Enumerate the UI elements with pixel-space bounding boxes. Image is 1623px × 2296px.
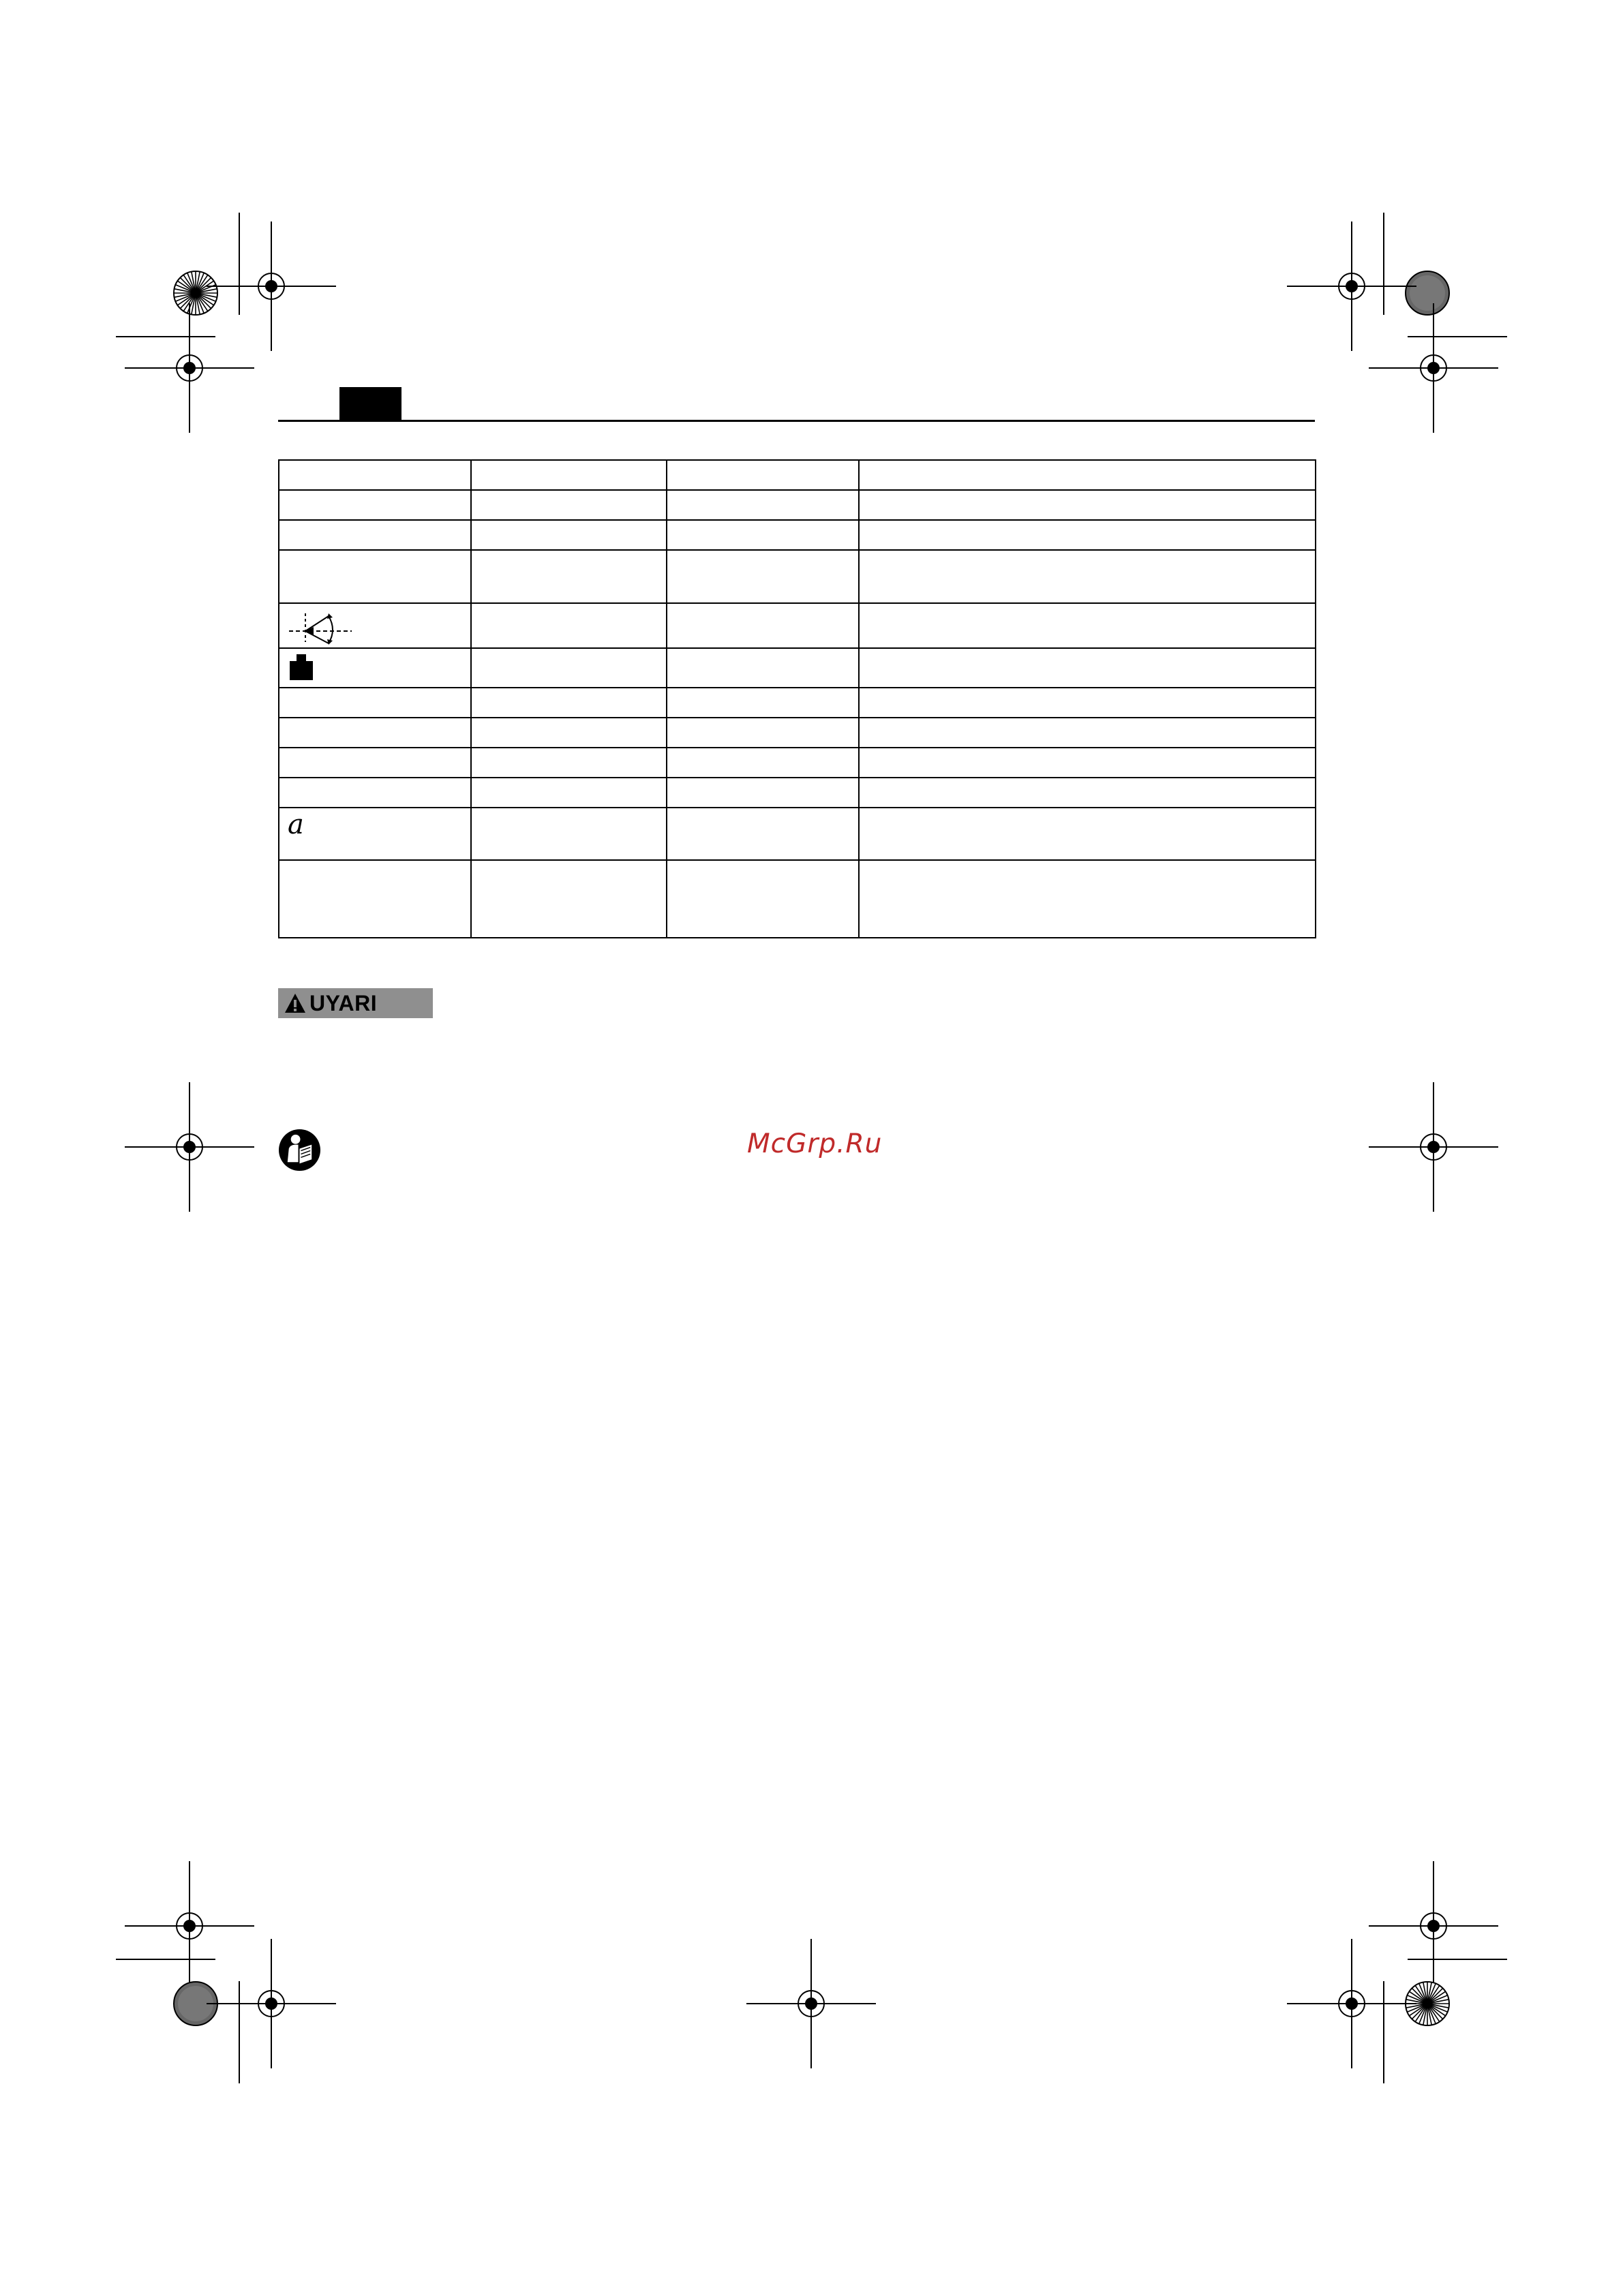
table-cell [279,648,471,688]
table-cell [859,748,1316,778]
table-row [279,860,1316,938]
technical-data-table [278,459,1316,938]
table-cell [667,688,859,718]
table-cell [859,520,1316,550]
vibration-symbol: a [288,809,304,840]
table-cell [859,550,1316,603]
table-cell [667,748,859,778]
header-rule [278,420,1315,422]
table-cell [471,808,667,860]
table-cell [667,808,859,860]
table-cell [279,808,471,860]
table-cell [279,460,471,490]
table-row [279,520,1316,550]
weight-icon [288,652,315,682]
table-cell [471,490,667,520]
table-row [279,648,1316,688]
table-cell [471,778,667,808]
warning-triangle-icon [284,992,307,1014]
table-cell [859,648,1316,688]
table-cell [279,490,471,520]
table-cell [667,490,859,520]
table-cell [471,688,667,718]
table-row [279,603,1316,648]
table-cell [471,748,667,778]
table-cell [667,718,859,748]
table-cell [471,603,667,648]
table-cell [667,460,859,490]
table-cell [279,520,471,550]
header-language-tab [339,387,401,420]
table-cell [859,778,1316,808]
table-cell [279,550,471,603]
read-manual-icon [278,1129,321,1172]
warning-label-text: UYARI [309,990,378,1015]
table-cell [471,520,667,550]
table-cell [859,460,1316,490]
table-row [279,808,1316,860]
table-cell [279,603,471,648]
table-cell [667,520,859,550]
table-cell [667,648,859,688]
table-cell [667,550,859,603]
table-row [279,550,1316,603]
table-row [279,778,1316,808]
table-cell [471,550,667,603]
warning-label [278,988,433,1018]
table-row [279,718,1316,748]
watermark-text: McGrp.Ru [747,1129,883,1159]
table-cell [667,860,859,938]
table-cell [859,718,1316,748]
table-cell [667,778,859,808]
table-cell [859,688,1316,718]
table-cell [859,808,1316,860]
table-row [279,490,1316,520]
table-cell [279,718,471,748]
table-row [279,460,1316,490]
table-cell [859,860,1316,938]
table-row [279,748,1316,778]
table-cell [279,748,471,778]
table-cell [667,603,859,648]
table-cell [471,860,667,938]
table-cell [279,688,471,718]
angle-dimension-icon [288,607,353,645]
table-row [279,688,1316,718]
table-cell [859,490,1316,520]
table-cell [471,648,667,688]
table-cell [279,778,471,808]
table-cell [279,860,471,938]
table-cell [471,718,667,748]
table-cell [471,460,667,490]
table-cell [859,603,1316,648]
